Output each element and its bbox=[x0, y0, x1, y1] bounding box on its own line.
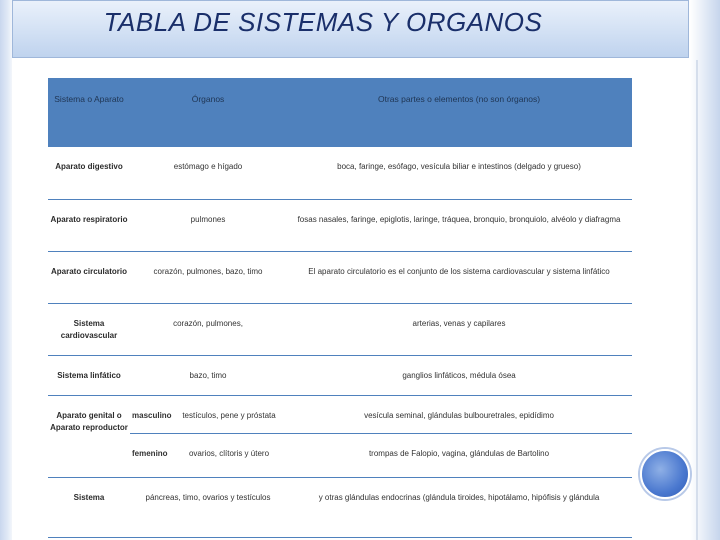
row-organs: ovarios, clítoris y útero bbox=[172, 433, 286, 477]
table-row bbox=[48, 477, 632, 537]
row-organs: estómago e hígado bbox=[130, 147, 286, 199]
decorative-circle bbox=[640, 449, 690, 499]
table-header-row bbox=[48, 78, 632, 147]
row-organs: testículos, pene y próstata bbox=[172, 395, 286, 433]
row-system: Aparato digestivo bbox=[48, 147, 130, 199]
row-subtype: femenino bbox=[130, 433, 172, 477]
row-organs: páncreas, timo, ovarios y testículos bbox=[130, 477, 286, 537]
row-other: El aparato circulatorio es el conjunto de los sistema cardiovascular y sistema linfático bbox=[286, 251, 632, 303]
right-frame-line bbox=[696, 60, 698, 540]
row-other: vesícula seminal, glándulas bulbouretrales, epidídimo bbox=[286, 395, 632, 433]
right-frame-decoration bbox=[690, 0, 720, 540]
row-other: trompas de Falopio, vagina, glándulas de Bartolino bbox=[286, 433, 632, 477]
row-other: y otras glándulas endocrinas (glándula tiroides, hipotálamo, hipófisis y glándula bbox=[286, 477, 632, 537]
header-system: Sistema o Aparato bbox=[48, 78, 130, 147]
row-organs: corazón, pulmones, bbox=[130, 303, 286, 355]
row-other: ganglios linfáticos, médula ósea bbox=[286, 355, 632, 395]
row-system: Sistema bbox=[48, 477, 130, 537]
organs-table bbox=[48, 78, 632, 538]
row-system: Sistema cardiovascular bbox=[48, 303, 130, 355]
header-organs: Órganos bbox=[130, 78, 286, 147]
row-system: Aparato respiratorio bbox=[48, 199, 130, 251]
row-other: fosas nasales, faringe, epiglotis, laringe, tráquea, bronquio, bronquiolo, alvéolo y diafragma bbox=[286, 199, 632, 251]
table-row bbox=[48, 395, 632, 433]
row-system: Aparato circulatorio bbox=[48, 251, 130, 303]
row-other: arterias, venas y capilares bbox=[286, 303, 632, 355]
table-row bbox=[48, 433, 632, 477]
row-other: boca, faringe, esófago, vesícula biliar e intestinos (delgado y grueso) bbox=[286, 147, 632, 199]
row-organs: bazo, timo bbox=[130, 355, 286, 395]
row-system: Aparato genital o Aparato reproductor bbox=[50, 410, 128, 432]
table-row bbox=[48, 147, 632, 199]
table-row bbox=[48, 251, 632, 303]
title-bar bbox=[12, 0, 689, 58]
row-organs: pulmones bbox=[130, 199, 286, 251]
header-other: Otras partes o elementos (no son órganos) bbox=[286, 78, 632, 147]
table-row bbox=[48, 355, 632, 395]
table-row bbox=[48, 199, 632, 251]
left-frame-decoration bbox=[0, 0, 12, 540]
row-organs: corazón, pulmones, bazo, timo bbox=[130, 251, 286, 303]
row-subtype: masculino bbox=[130, 395, 172, 433]
slide-title: TABLA DE SISTEMAS Y ORGANOS bbox=[103, 7, 543, 37]
table-row bbox=[48, 303, 632, 355]
row-system: Sistema linfático bbox=[48, 355, 130, 395]
